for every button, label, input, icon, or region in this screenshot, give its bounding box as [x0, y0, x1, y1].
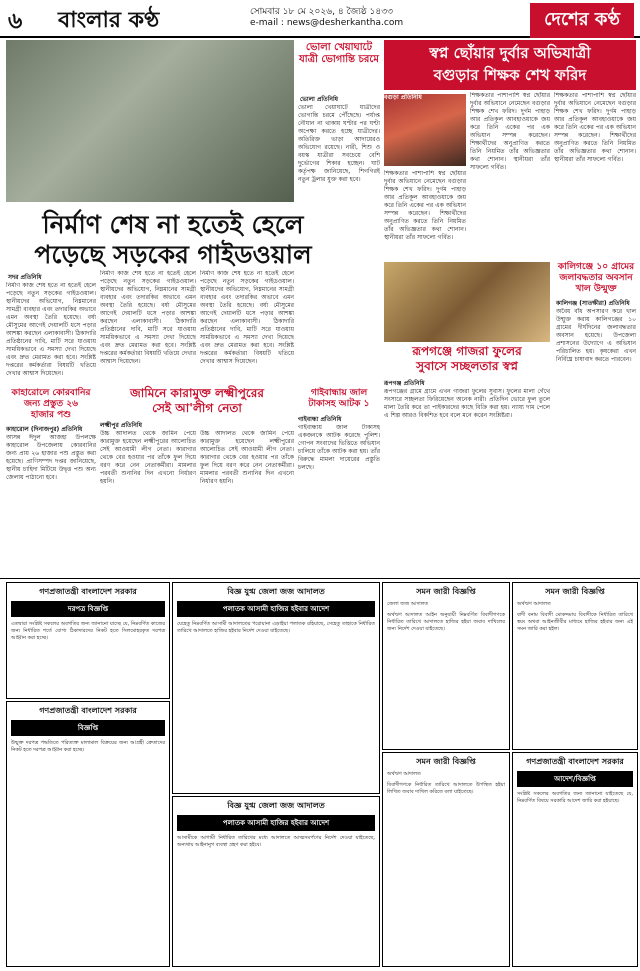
ad-text: উন্মুক্ত দরপত্র পদ্ধতিতে পরিত্যক্ত মালামাল বিক্রয়ের জন্য আগ্রহী ক্রেতাদের নিকট হতে দরপত্র আহ্বান করা হচ্ছে।	[11, 740, 165, 753]
ad-fugitive-1	[172, 582, 380, 794]
net-byline: গাইবান্ধা প্রতিনিধি	[298, 416, 342, 423]
ad-order-1	[512, 752, 638, 967]
ad-notice-1	[6, 701, 170, 967]
ad-title: পলাতক আসামী হাজির হইবার আদেশ	[177, 601, 375, 617]
ferry-body: ভোলা খেয়াঘাটে যাত্রীদের ভোগান্তি চরমে পৌঁছেছে। পর্যাপ্ত নৌযান না থাকায় ঘণ্টার পর ঘণ্টা অপেক্ষা করতে হচ্ছে যাত্রীদের। অতিরিক্ত ভাড়া আদায়েরও অভিযোগ রয়েছে। নারী, শিশু ও বয়স্ক যাত্রীরা সবচেয়ে বেশি দুর্ভোগের শিকার হচ্ছেন। ঘাট কর্তৃপক্ষ জানিয়েছে, শিগগিরই নতুন ট্রলার যুক্ত করা হবে।	[298, 104, 380, 183]
flower-body: রূপগঞ্জের গ্রামে গ্রামে এখন গাজরা ফুলের সুবাস। ফুলের মালা গেঁথে সংসারে সচ্ছলতা ফিরিয়েছেন অনেক নারী। প্রতিদিন ভোরে ফুল তুলে মালা তৈরি করে তা পাইকারদের কাছে বিক্রি করা হয়। ন্যায্য দাম পেলে এ শিল্প আরও বিকশিত হবে বলে মনে করেন সংশ্লিষ্টরা।	[384, 388, 550, 419]
cattle-headline-line1: কাহারোলে কোরবানির	[11, 388, 91, 398]
ads-divider	[0, 578, 640, 579]
ad-summons-3	[382, 752, 510, 967]
net-body: গাইবান্ধায় জাল টাকাসহ একজনকে আটক করেছে পুলিশ। গোপন সংবাদের ভিত্তিতে অভিযান চালিয়ে তাঁকে আটক করা হয়। তাঁর বিরুদ্ধে মামলা দায়েরের প্রস্তুতি চলছে।	[298, 424, 380, 471]
ad-title: দরপত্র বিজ্ঞপ্তি	[11, 601, 165, 617]
ad-title: পলাতক আসামী হাজির হইবার আদেশ	[177, 815, 375, 831]
ad-org: বিজ্ঞ যুগ্ম জেলা জজ আদালত	[227, 801, 325, 810]
ad-title: সমন জারী বিজ্ঞপ্তি	[416, 757, 476, 766]
canal-body: অবৈধ বাঁধ অপসারণ করে খাল উন্মুক্ত করায় কালিগঞ্জের ১০ গ্রামের দীর্ঘদিনের জলাবদ্ধতার অবসান হয়েছে। উপজেলা প্রশাসনের উদ্যোগে এ অভিযান পরিচালিত হয়। কৃষকেরা এখন নির্বিঘ্নে চাষাবাদ করতে পারবেন।	[556, 308, 636, 363]
ad-org: গণপ্রজাতন্ত্রী বাংলাদেশ সরকার	[39, 587, 137, 596]
ad-text: বিবাদীগণকে নির্ধারিত তারিখে আদালতে উপস্থিত হইয়া লিখিত জবাব দাখিল করিতে বলা যাইতেছে।	[387, 782, 505, 795]
ad-org: জেলা জজ আদালত	[387, 601, 429, 607]
ad-tender-1	[6, 582, 170, 699]
ad-text: অর্থঋণ আদালত আইন অনুযায়ী নিম্নবর্ণিত বিবাদীগণকে নির্ধারিত তারিখে আদালতে হাজির হইয়া জবাব দাখিলের জন্য নির্দেশ দেওয়া যাইতেছে।	[387, 612, 505, 632]
teacher-body-col3: শিক্ষকতার পাশাপাশি স্বপ্ন ছোঁয়ার দুর্বার অভিযানে নেমেছেন বগুড়ার শিক্ষক শেখ ফরিদ। দুর্গম পাহাড় আর প্রতিকূল আবহাওয়াকে জয় করে তিনি একের পর এক অভিযান সম্পন্ন করেছেন। শিক্ষার্থীদের অনুপ্রাণিত করতে তিনি নিয়মিত তাঁর অভিজ্ঞতার কথা শোনান। স্থানীয়রা তাঁর সাফল্যে গর্বিত।	[384, 170, 466, 241]
cattle-headline-line2: জন্য প্রস্তুত ২৬	[24, 399, 78, 409]
flower-headline-line1: রূপগঞ্জে গাজরা ফুলের	[412, 344, 522, 358]
ferry-headline: ভোলা খেয়াঘাটে যাত্রী ভোগান্তি চরমে	[299, 42, 379, 65]
teacher-body-col2: শিক্ষকতার পাশাপাশি স্বপ্ন ছোঁয়ার দুর্বার অভিযানে নেমেছেন বগুড়ার শিক্ষক শেখ ফরিদ। দুর্গম পাহাড় আর প্রতিকূল আবহাওয়াকে জয় করে তিনি একের পর এক অভিযান সম্পন্ন করেছেন। শিক্ষার্থীদের অনুপ্রাণিত করতে তিনি নিয়মিত তাঁর অভিজ্ঞতার কথা শোনান। স্থানীয়রা তাঁর সাফল্যে গর্বিত।	[554, 92, 636, 163]
lead-photo	[6, 40, 294, 202]
teacher-byline: বগুড়া প্রতিনিধি	[384, 94, 422, 101]
teacher-headline-line2: বগুড়ার শিক্ষক শেখ ফরিদ	[433, 66, 587, 84]
ad-summons-2	[512, 582, 638, 750]
net-headline-line1: গাইবান্ধায় জাল	[310, 388, 368, 398]
canal-headline-line1: কালিগঞ্জে ১০ গ্রামের	[557, 262, 635, 272]
masthead	[0, 0, 640, 38]
flower-byline: রূপগঞ্জ প্রতিনিধি	[384, 380, 425, 387]
ad-text: সংশ্লিষ্ট সকলের অবগতির জন্য জানানো যাইতেছে যে, নিম্নবর্ণিত বিষয়ে সরকারি আদেশ জারি করা হইয়াছে।	[517, 791, 633, 804]
bail-body-col1: উচ্চ আদালত থেকে জামিন পেয়ে কারামুক্ত হয়েছেন লক্ষ্মীপুরের আলোচিত সেই আওয়ামী লীগ নেতা। কারাগার থেকে বের হওয়ার পর তাঁকে ফুল দিয়ে বরণ করে নেন নেতাকর্মীরা। মামলার পরবর্তী শুনানির দিন এখনো নির্ধারণ হয়নি।	[100, 430, 196, 485]
lead-byline: সদর প্রতিনিধি	[8, 274, 42, 281]
ad-fugitive-2	[172, 796, 380, 967]
teacher-headline-line1: স্বপ্ন ছোঁয়ার দুর্বার অভিযাত্রী	[429, 44, 591, 62]
ferry-byline: ভোলা প্রতিনিধি	[300, 96, 339, 103]
lead-headline-line1: নির্মাণ শেষ না হতেই হেলে	[42, 210, 304, 239]
ad-text: এতদ্বারা সংশ্লিষ্ট সকলের অবগতির জন্য জানানো যাচ্ছে যে, নিম্নবর্ণিত কাজের জন্য নির্ধারিত শর্তে যোগ্য ঠিকাদারদের নিকট হতে সিলমোহরকৃত দরপত্র আহ্বান করা হচ্ছে।	[11, 621, 165, 641]
cattle-headline-line3: হাজার পশু	[31, 410, 71, 420]
net-headline-line2: টাকাসহ আটক ১	[308, 399, 370, 409]
ad-text: আসামীকে আগামী নির্ধারিত তারিখের মধ্যে আদালতে আত্মসমর্পণের নির্দেশ দেওয়া যাইতেছে, অন্যথায় আইনানুগ ব্যবস্থা গ্রহণ করা হইবে।	[177, 835, 375, 848]
ad-org: গণপ্রজাতন্ত্রী বাংলাদেশ সরকার	[39, 706, 137, 715]
bail-headline-line2: সেই আ'লীগ নেতা	[152, 401, 242, 415]
lead-body-col2: নির্মাণ কাজ শেষ হতে না হতেই হেলে পড়েছে নতুন সড়কের গাইডওয়াল। স্থানীয়দের অভিযোগ, নিম্নমানের সামগ্রী ব্যবহার এবং তদারকির অভাবে এমন অবস্থা তৈরি হয়েছে। বর্ষা মৌসুমের আগেই দেয়ালটি ধসে পড়ার আশঙ্কা করছেন এলাকাবাসী। ঠিকাদারি প্রতিষ্ঠানের দাবি, মাটি সরে যাওয়ায় সাময়িকভাবে এ সমস্যা দেখা দিয়েছে এবং দ্রুত মেরামত করা হবে। সংশ্লিষ্ট দপ্তরের কর্মকর্তারা বিষয়টি খতিয়ে দেখার আশ্বাস দিয়েছেন।	[100, 270, 196, 365]
cattle-headline	[6, 388, 96, 421]
canal-byline: কালিগঞ্জ (সাতক্ষীরা) প্রতিনিধি	[556, 300, 630, 307]
ad-text: যেহেতু নিম্নবর্ণিত আসামী আদালতের পরোয়ানা এড়াইয়া পলাতক রহিয়াছে, সেহেতু তাহাকে নির্ধারিত তারিখে আদালতে হাজির হইবার নির্দেশ দেওয়া যাইতেছে।	[177, 621, 375, 634]
lead-body-col3: নির্মাণ কাজ শেষ হতে না হতেই হেলে পড়েছে নতুন সড়কের গাইডওয়াল। স্থানীয়দের অভিযোগ, নিম্নমানের সামগ্রী ব্যবহার এবং তদারকির অভাবে এমন অবস্থা তৈরি হয়েছে। বর্ষা মৌসুমের আগেই দেয়ালটি ধসে পড়ার আশঙ্কা করছেন এলাকাবাসী। ঠিকাদারি প্রতিষ্ঠানের দাবি, মাটি সরে যাওয়ায় সাময়িকভাবে এ সমস্যা দেখা দিয়েছে এবং দ্রুত মেরামত করা হবে। সংশ্লিষ্ট দপ্তরের কর্মকর্তারা বিষয়টি খতিয়ে দেখার আশ্বাস দিয়েছেন।	[200, 270, 294, 365]
ad-title: আদেশ/বিজ্ঞপ্তি	[517, 771, 633, 787]
bail-headline	[100, 386, 294, 416]
teacher-body-col1: শিক্ষকতার পাশাপাশি স্বপ্ন ছোঁয়ার দুর্বার অভিযানে নেমেছেন বগুড়ার শিক্ষক শেখ ফরিদ। দুর্গম পাহাড় আর প্রতিকূল আবহাওয়াকে জয় করে তিনি একের পর এক অভিযান সম্পন্ন করেছেন। শিক্ষার্থীদের অনুপ্রাণিত করতে তিনি নিয়মিত তাঁর অভিজ্ঞতার কথা শোনান। স্থানীয়রা তাঁর সাফল্যে গর্বিত।	[470, 92, 550, 171]
lead-body-col1: নির্মাণ কাজ শেষ হতে না হতেই হেলে পড়েছে নতুন সড়কের গাইডওয়াল। স্থানীয়দের অভিযোগ, নিম্নমানের সামগ্রী ব্যবহার এবং তদারকির অভাবে এমন অবস্থা তৈরি হয়েছে। বর্ষা মৌসুমের আগেই দেয়ালটি ধসে পড়ার আশঙ্কা করছেন এলাকাবাসী। ঠিকাদারি প্রতিষ্ঠানের দাবি, মাটি সরে যাওয়ায় সাময়িকভাবে এ সমস্যা দেখা দিয়েছে এবং দ্রুত মেরামত করা হবে। সংশ্লিষ্ট দপ্তরের কর্মকর্তারা বিষয়টি খতিয়ে দেখার আশ্বাস দিয়েছেন।	[6, 282, 96, 377]
ad-org: অর্থঋণ আদালত	[387, 771, 421, 777]
ad-summons-1	[382, 582, 510, 750]
lead-headline	[8, 210, 338, 270]
cattle-byline: কাহারোল (দিনাজপুর) প্রতিনিধি	[6, 426, 83, 433]
flower-headline-line2: সুবাসে সচ্ছলতার স্বপ্ন	[416, 359, 518, 373]
canal-headline-line2: জলাবদ্ধতার অবসান খাল উন্মুক্ত	[559, 273, 633, 294]
paper-name: বাংলার কণ্ঠ	[58, 7, 160, 33]
ad-org: অর্থঋণ আদালত	[517, 601, 551, 607]
email-line: e-mail : news@desherkantha.com	[250, 18, 404, 28]
section-tag: দেশের কণ্ঠ	[530, 3, 634, 38]
teacher-photo	[384, 94, 466, 166]
ad-title: সমন জারী বিজ্ঞপ্তি	[545, 587, 605, 596]
lead-headline-line2: পড়েছে সড়কের গাইডওয়াল	[34, 240, 312, 269]
flower-photo	[384, 262, 550, 342]
ad-title: সমন জারী বিজ্ঞপ্তি	[416, 587, 476, 596]
teacher-headline	[384, 40, 636, 90]
bail-body-col2: উচ্চ আদালত থেকে জামিন পেয়ে কারামুক্ত হয়েছেন লক্ষ্মীপুরের আলোচিত সেই আওয়ামী লীগ নেতা। কারাগার থেকে বের হওয়ার পর তাঁকে ফুল দিয়ে বরণ করে নেন নেতাকর্মীরা। মামলার পরবর্তী শুনানির দিন এখনো নির্ধারণ হয়নি।	[200, 430, 294, 485]
bail-byline: লক্ষ্মীপুর প্রতিনিধি	[100, 422, 142, 429]
canal-headline	[556, 262, 636, 295]
cattle-body: আসন্ন ঈদুল আজহা উপলক্ষে কাহারোল উপজেলায় কোরবানির জন্য প্রায় ২৬ হাজার পশু প্রস্তুত করা হয়েছে। প্রাণিসম্পদ দপ্তর জানিয়েছে, স্থানীয় চাহিদা মিটিয়ে উদ্বৃত্ত পশু অন্য জেলায় পাঠানো হবে।	[6, 434, 96, 481]
bail-headline-line1: জামিনে কারামুক্ত লক্ষ্মীপুরের	[130, 386, 264, 400]
ad-title: বিজ্ঞপ্তি	[11, 720, 165, 736]
ad-text: বাদী বনাম বিবাদী মোকদ্দমায় বিবাদীকে নির্ধারিত তারিখে স্বয়ং অথবা আইনজীবীর মাধ্যমে হাজির হইবার জন্য এই সমন জারি করা হইল।	[517, 612, 633, 632]
ad-org: গণপ্রজাতন্ত্রী বাংলাদেশ সরকার	[526, 757, 624, 766]
page-number: ৬	[8, 8, 23, 34]
ad-org: বিজ্ঞ যুগ্ম জেলা জজ আদালত	[227, 587, 325, 596]
dateline: সোমবার ১৮ মে ২০২৬, ৪ জ্যৈষ্ঠ ১৪৩৩	[250, 7, 393, 17]
net-headline	[298, 388, 380, 410]
flower-headline	[384, 344, 550, 374]
